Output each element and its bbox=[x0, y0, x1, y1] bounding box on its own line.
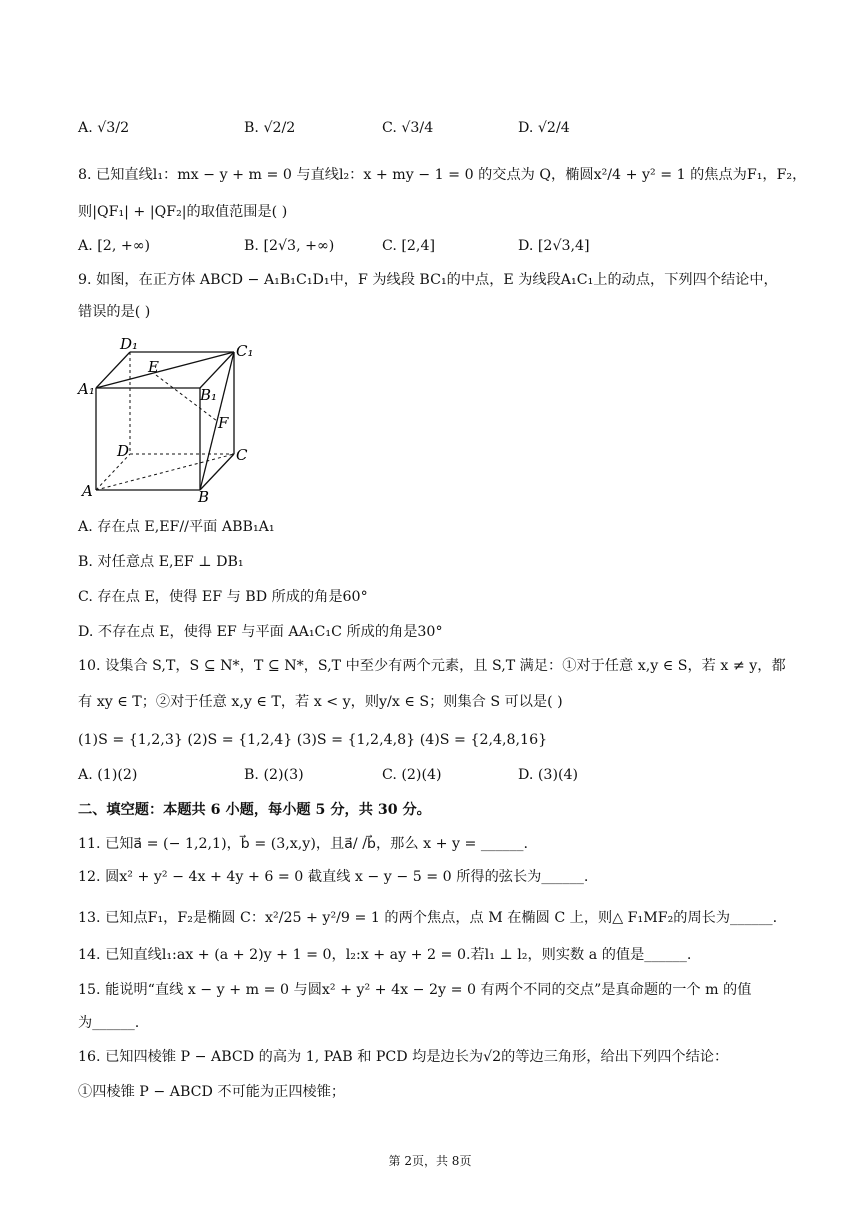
q14: 14. 已知直线l₁:ax + (a + 2)y + 1 = 0，l₂:x + ay + 2 = 0.若l₁ ⊥ l₂，则实数 a 的值是______. bbox=[78, 947, 692, 963]
q10-stem-line1: 10. 设集合 S,T，S ⊆ N*，T ⊆ N*，S,T 中至少有两个元素，且 S,T 满足：①对于任意 x,y ∈ S，若 x ≠ y，都 bbox=[78, 658, 786, 674]
q7-option-d: D. √2/4 bbox=[518, 120, 570, 136]
q13: 13. 已知点F₁，F₂是椭圆 C：x²/25 + y²/9 = 1 的两个焦点，点 M 在椭圆 C 上，则△ F₁MF₂的周长为______. bbox=[78, 910, 778, 926]
q8-option-c: C. [2,4] bbox=[382, 238, 436, 254]
q10-option-b: B. (2)(3) bbox=[244, 767, 304, 783]
q8-stem-line2: 则|QF₁| + |QF₂|的取值范围是( ) bbox=[78, 204, 288, 220]
label-d1: D₁ bbox=[120, 335, 139, 353]
diag-a1-c1 bbox=[96, 352, 234, 388]
q7-option-b: B. √2/2 bbox=[244, 120, 296, 136]
label-f: F bbox=[218, 414, 229, 432]
q7-option-c: C. √3/4 bbox=[382, 120, 434, 136]
q15-line1: 15. 能说明“直线 x − y + m = 0 与圆x² + y² + 4x − 2y = 0 有两个不同的交点”是真命题的一个 m 的值 bbox=[78, 982, 752, 998]
q11: 11. 已知a⃗ = (− 1,2,1)，b⃗ = (3,x,y)，且a⃗/ /b⃗，那么 x + y = ______. bbox=[78, 836, 528, 852]
q10-sets: (1)S = {1,2,3} (2)S = {1,2,4} (3)S = {1,2,4,8} (4)S = {2,4,8,16} bbox=[78, 732, 548, 748]
q8-option-d: D. [2√3,4] bbox=[518, 238, 590, 254]
q9-option-b: B. 对任意点 E,EF ⊥ DB₁ bbox=[78, 554, 244, 570]
q10-option-a: A. (1)(2) bbox=[78, 767, 138, 783]
q16-line2: ①四棱锥 P − ABCD 不可能为正四棱锥； bbox=[78, 1084, 346, 1100]
q16-line1: 16. 已知四棱锥 P − ABCD 的高为 1, PAB 和 PCD 均是边长为√2的等边三角形，给出下列四个结论： bbox=[78, 1049, 729, 1065]
q8-stem-line1: 8. 已知直线l₁：mx − y + m = 0 与直线l₂：x + my − 1 = 0 的交点为 Q，椭圆x²/4 + y² = 1 的焦点为F₁，F₂， bbox=[78, 167, 807, 183]
q10-stem-line2: 有 xy ∈ T；②对于任意 x,y ∈ T，若 x < y，则y/x ∈ S；则集合 S 可以是( ) bbox=[78, 694, 563, 710]
page-footer: 第 2页，共 8页 bbox=[388, 1154, 472, 1168]
label-b: B bbox=[198, 488, 210, 506]
label-d: D bbox=[117, 442, 130, 460]
cube-figure bbox=[70, 332, 270, 507]
diag-b-c1 bbox=[200, 352, 234, 490]
label-b1: B₁ bbox=[200, 386, 218, 404]
section2-heading: 二、填空题：本题共 6 小题，每小题 5 分，共 30 分。 bbox=[78, 802, 431, 818]
q9-option-a: A. 存在点 E,EF//平面 ABB₁A₁ bbox=[78, 519, 275, 535]
q9-option-c: C. 存在点 E，使得 EF 与 BD 所成的角是60° bbox=[78, 589, 368, 605]
q15-line2: 为______. bbox=[78, 1015, 140, 1031]
edge-a1-d1 bbox=[96, 352, 130, 388]
q8-option-b: B. [2√3, +∞) bbox=[244, 238, 335, 254]
q10-option-c: C. (2)(4) bbox=[382, 767, 442, 783]
label-e: E bbox=[148, 358, 159, 376]
label-c: C bbox=[236, 446, 248, 464]
q7-option-a: A. √3/2 bbox=[78, 120, 130, 136]
q8-option-a: A. [2, +∞) bbox=[78, 238, 151, 254]
label-a: A bbox=[82, 482, 93, 500]
q9-option-d: D. 不存在点 E，使得 EF 与平面 AA₁C₁C 所成的角是30° bbox=[78, 624, 443, 640]
q10-option-d: D. (3)(4) bbox=[518, 767, 579, 783]
label-c1: C₁ bbox=[236, 342, 254, 360]
q9-stem-line2: 错误的是( ) bbox=[78, 304, 151, 320]
q12: 12. 圆x² + y² − 4x + 4y + 6 = 0 截直线 x − y − 5 = 0 所得的弦长为______. bbox=[78, 869, 589, 885]
label-a1: A₁ bbox=[78, 380, 95, 398]
q9-stem-line1: 9. 如图，在正方体 ABCD − A₁B₁C₁D₁中，F 为线段 BC₁的中点，E 为线段A₁C₁上的动点，下列四个结论中， bbox=[78, 272, 778, 288]
